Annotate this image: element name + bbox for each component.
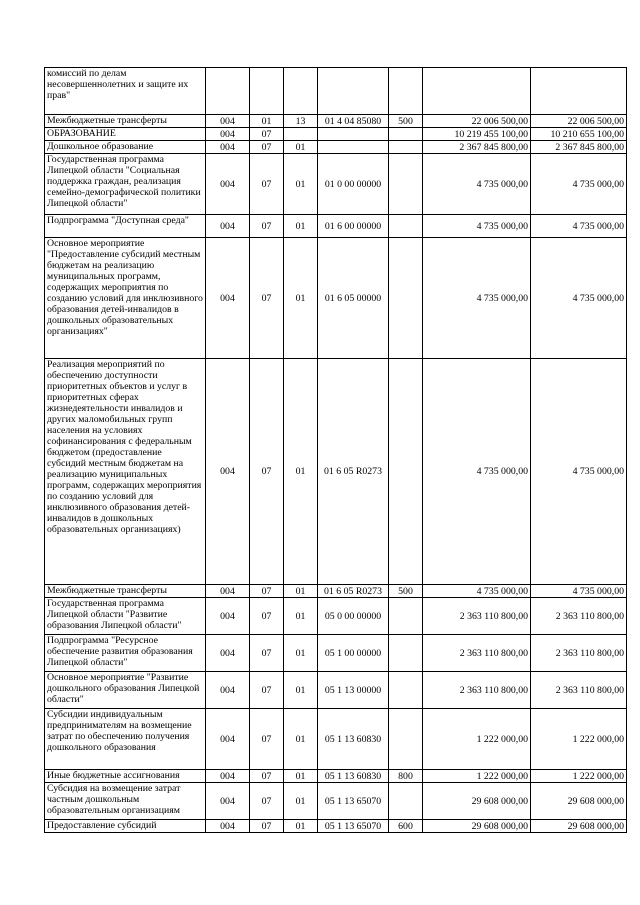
ministry-code-cell: 004 bbox=[206, 128, 250, 141]
subsection-code-cell: 01 bbox=[284, 709, 318, 770]
section-code-cell: 01 bbox=[250, 115, 284, 128]
expense-kind-cell bbox=[389, 154, 423, 215]
subsection-code-cell: 01 bbox=[284, 585, 318, 598]
item-name-cell: Субсидии индивидуальным предпринимателям на возмещение затрат по обеспечению получения дошкольного образования bbox=[45, 709, 206, 770]
section-code-cell: 07 bbox=[250, 141, 284, 154]
item-name-cell: Государственная программа Липецкой области "Социальная поддержка граждан, реализация семейно-демографической политики Липецкой области" bbox=[45, 154, 206, 215]
section-code-cell: 07 bbox=[250, 238, 284, 359]
subsection-code-cell: 01 bbox=[284, 783, 318, 820]
amount-plan-cell: 4 735 000,00 bbox=[423, 238, 531, 359]
expense-kind-cell bbox=[389, 68, 423, 115]
amount-plan-cell: 1 222 000,00 bbox=[423, 709, 531, 770]
amount-approved-cell: 1 222 000,00 bbox=[531, 770, 627, 783]
target-article-cell bbox=[318, 68, 389, 115]
table-row bbox=[45, 672, 627, 709]
ministry-code-cell: 004 bbox=[206, 215, 250, 238]
ministry-code-cell: 004 bbox=[206, 598, 250, 635]
amount-approved-cell: 4 735 000,00 bbox=[531, 215, 627, 238]
amount-approved-cell: 29 608 000,00 bbox=[531, 820, 627, 833]
subsection-code-cell bbox=[284, 128, 318, 141]
target-article-cell: 01 0 00 00000 bbox=[318, 154, 389, 215]
item-name-cell: Предоставление субсидий bbox=[45, 820, 206, 833]
ministry-code-cell: 004 bbox=[206, 672, 250, 709]
item-name-cell: Реализация мероприятий по обеспечению доступности приоритетных объектов и услуг в приоритетных сферах жизнедеятельности инвалидов и других маломобильных групп населения на условиях софинансирования с федеральным бюджетом (предоставление субсидий местным бюджетам на реализацию муниципальных программ, содержащих мероприятия по созданию условий для инклюзивного образования детей-инвалидов в дошкольных образовательных организациях) bbox=[45, 359, 206, 585]
table-row bbox=[45, 141, 627, 154]
expense-kind-cell bbox=[389, 709, 423, 770]
ministry-code-cell: 004 bbox=[206, 820, 250, 833]
subsection-code-cell: 13 bbox=[284, 115, 318, 128]
item-name-cell: Межбюджетные трансферты bbox=[45, 115, 206, 128]
subsection-code-cell: 01 bbox=[284, 635, 318, 672]
ministry-code-cell: 004 bbox=[206, 359, 250, 585]
amount-plan-cell: 4 735 000,00 bbox=[423, 215, 531, 238]
amount-approved-cell: 1 222 000,00 bbox=[531, 709, 627, 770]
section-code-cell: 07 bbox=[250, 709, 284, 770]
amount-approved-cell: 2 367 845 800,00 bbox=[531, 141, 627, 154]
target-article-cell bbox=[318, 141, 389, 154]
amount-approved-cell: 29 608 000,00 bbox=[531, 783, 627, 820]
table-row bbox=[45, 115, 627, 128]
amount-plan-cell: 2 363 110 800,00 bbox=[423, 635, 531, 672]
subsection-code-cell bbox=[284, 68, 318, 115]
expense-kind-cell bbox=[389, 635, 423, 672]
table-row bbox=[45, 770, 627, 783]
amount-plan-cell: 2 363 110 800,00 bbox=[423, 598, 531, 635]
table-row bbox=[45, 215, 627, 238]
ministry-code-cell: 004 bbox=[206, 141, 250, 154]
ministry-code-cell: 004 bbox=[206, 635, 250, 672]
section-code-cell: 07 bbox=[250, 359, 284, 585]
target-article-cell: 01 6 05 00000 bbox=[318, 238, 389, 359]
target-article-cell: 01 6 00 00000 bbox=[318, 215, 389, 238]
ministry-code-cell: 004 bbox=[206, 115, 250, 128]
amount-approved-cell bbox=[531, 68, 627, 115]
expense-kind-cell bbox=[389, 128, 423, 141]
target-article-cell: 05 1 13 65070 bbox=[318, 783, 389, 820]
amount-plan-cell: 29 608 000,00 bbox=[423, 783, 531, 820]
subsection-code-cell: 01 bbox=[284, 598, 318, 635]
ministry-code-cell: 004 bbox=[206, 238, 250, 359]
ministry-code-cell: 004 bbox=[206, 709, 250, 770]
amount-approved-cell: 4 735 000,00 bbox=[531, 359, 627, 585]
ministry-code-cell: 004 bbox=[206, 154, 250, 215]
amount-plan-cell: 1 222 000,00 bbox=[423, 770, 531, 783]
table-row bbox=[45, 585, 627, 598]
item-name-cell: Государственная программа Липецкой области "Развитие образования Липецкой области" bbox=[45, 598, 206, 635]
section-code-cell: 07 bbox=[250, 635, 284, 672]
item-name-cell: Подпрограмма "Доступная среда" bbox=[45, 215, 206, 238]
table-row bbox=[45, 68, 627, 115]
amount-plan-cell: 10 219 455 100,00 bbox=[423, 128, 531, 141]
item-name-cell: Основное мероприятие "Предоставление субсидий местным бюджетам на реализацию муниципальных программ, содержащих мероприятия по созданию условий для инклюзивного образования детей-инвалидов в дошкольных образовательных организациях" bbox=[45, 238, 206, 359]
item-name-cell: Межбюджетные трансферты bbox=[45, 585, 206, 598]
table-row bbox=[45, 820, 627, 833]
expense-kind-cell bbox=[389, 215, 423, 238]
subsection-code-cell: 01 bbox=[284, 820, 318, 833]
table-row bbox=[45, 128, 627, 141]
table-row bbox=[45, 359, 627, 585]
expense-kind-cell bbox=[389, 672, 423, 709]
subsection-code-cell: 01 bbox=[284, 238, 318, 359]
amount-plan-cell: 22 006 500,00 bbox=[423, 115, 531, 128]
expense-kind-cell bbox=[389, 238, 423, 359]
expense-kind-cell bbox=[389, 359, 423, 585]
table-row bbox=[45, 154, 627, 215]
amount-approved-cell: 2 363 110 800,00 bbox=[531, 635, 627, 672]
target-article-cell bbox=[318, 128, 389, 141]
expense-kind-cell bbox=[389, 598, 423, 635]
amount-approved-cell: 4 735 000,00 bbox=[531, 154, 627, 215]
subsection-code-cell: 01 bbox=[284, 770, 318, 783]
target-article-cell: 05 1 13 65070 bbox=[318, 820, 389, 833]
amount-plan-cell: 4 735 000,00 bbox=[423, 359, 531, 585]
table-row bbox=[45, 709, 627, 770]
expense-kind-cell: 500 bbox=[389, 585, 423, 598]
target-article-cell: 05 1 00 00000 bbox=[318, 635, 389, 672]
item-name-cell: Основное мероприятие "Развитие дошкольного образования Липецкой области" bbox=[45, 672, 206, 709]
section-code-cell: 07 bbox=[250, 820, 284, 833]
ministry-code-cell bbox=[206, 68, 250, 115]
ministry-code-cell: 004 bbox=[206, 585, 250, 598]
target-article-cell: 05 1 13 60830 bbox=[318, 709, 389, 770]
target-article-cell: 01 6 05 R0273 bbox=[318, 585, 389, 598]
item-name-cell: Иные бюджетные ассигнования bbox=[45, 770, 206, 783]
section-code-cell bbox=[250, 68, 284, 115]
amount-approved-cell: 2 363 110 800,00 bbox=[531, 672, 627, 709]
section-code-cell: 07 bbox=[250, 154, 284, 215]
expense-kind-cell: 800 bbox=[389, 770, 423, 783]
ministry-code-cell: 004 bbox=[206, 770, 250, 783]
item-name-cell: Дошкольное образование bbox=[45, 141, 206, 154]
table-row bbox=[45, 635, 627, 672]
amount-approved-cell: 10 210 655 100,00 bbox=[531, 128, 627, 141]
subsection-code-cell: 01 bbox=[284, 141, 318, 154]
item-name-cell: Подпрограмма "Ресурсное обеспечение развития образования Липецкой области" bbox=[45, 635, 206, 672]
subsection-code-cell: 01 bbox=[284, 672, 318, 709]
section-code-cell: 07 bbox=[250, 783, 284, 820]
section-code-cell: 07 bbox=[250, 128, 284, 141]
amount-plan-cell bbox=[423, 68, 531, 115]
amount-plan-cell: 4 735 000,00 bbox=[423, 154, 531, 215]
amount-approved-cell: 22 006 500,00 bbox=[531, 115, 627, 128]
expense-kind-cell bbox=[389, 783, 423, 820]
amount-approved-cell: 4 735 000,00 bbox=[531, 585, 627, 598]
item-name-cell: ОБРАЗОВАНИЕ bbox=[45, 128, 206, 141]
target-article-cell: 05 0 00 00000 bbox=[318, 598, 389, 635]
section-code-cell: 07 bbox=[250, 585, 284, 598]
subsection-code-cell: 01 bbox=[284, 154, 318, 215]
amount-plan-cell: 2 363 110 800,00 bbox=[423, 672, 531, 709]
table-row bbox=[45, 238, 627, 359]
section-code-cell: 07 bbox=[250, 770, 284, 783]
table-row bbox=[45, 598, 627, 635]
expense-kind-cell: 500 bbox=[389, 115, 423, 128]
section-code-cell: 07 bbox=[250, 598, 284, 635]
target-article-cell: 01 6 05 R0273 bbox=[318, 359, 389, 585]
section-code-cell: 07 bbox=[250, 672, 284, 709]
amount-plan-cell: 4 735 000,00 bbox=[423, 585, 531, 598]
section-code-cell: 07 bbox=[250, 215, 284, 238]
subsection-code-cell: 01 bbox=[284, 215, 318, 238]
subsection-code-cell: 01 bbox=[284, 359, 318, 585]
target-article-cell: 01 4 04 85080 bbox=[318, 115, 389, 128]
target-article-cell: 05 1 13 60830 bbox=[318, 770, 389, 783]
ministry-code-cell: 004 bbox=[206, 783, 250, 820]
amount-plan-cell: 2 367 845 800,00 bbox=[423, 141, 531, 154]
amount-approved-cell: 2 363 110 800,00 bbox=[531, 598, 627, 635]
table-body bbox=[45, 68, 627, 833]
amount-plan-cell: 29 608 000,00 bbox=[423, 820, 531, 833]
item-name-cell: комиссий по делам несовершеннолетних и защите их прав" bbox=[45, 68, 206, 115]
amount-approved-cell: 4 735 000,00 bbox=[531, 238, 627, 359]
expense-kind-cell: 600 bbox=[389, 820, 423, 833]
expense-kind-cell bbox=[389, 141, 423, 154]
table-row bbox=[45, 783, 627, 820]
item-name-cell: Субсидия на возмещение затрат частным дошкольным образовательным организациям bbox=[45, 783, 206, 820]
budget-table bbox=[44, 67, 627, 833]
target-article-cell: 05 1 13 00000 bbox=[318, 672, 389, 709]
